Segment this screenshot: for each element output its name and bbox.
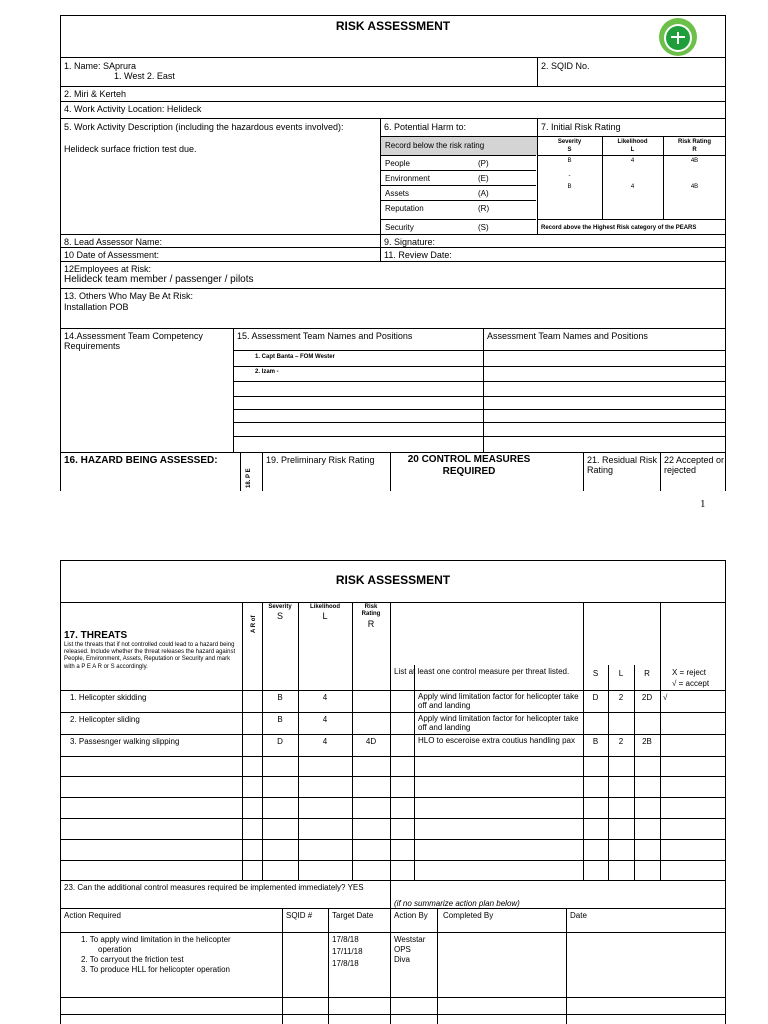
harm-assets: Assets xyxy=(385,189,410,198)
employees-at-risk-value: Helideck team member / passenger / pilots xyxy=(64,274,254,285)
action-required-header: Action Required xyxy=(64,911,121,920)
action-by-1: Weststar xyxy=(394,935,426,944)
action-by-2: OPS xyxy=(394,945,411,954)
pear-label-p1: 18. P E xyxy=(246,468,252,488)
page-number: 1 xyxy=(700,498,706,510)
record-above-note: Record above the Highest Risk category of the PEARS xyxy=(541,225,697,231)
likelihood-small-label: Likelihood xyxy=(310,604,340,610)
hazard-assessed-label: 16. HAZARD BEING ASSESSED: xyxy=(64,455,218,466)
threat-severity: B xyxy=(277,693,283,702)
employees-at-risk-label: 12Employees at Risk: xyxy=(64,264,152,274)
action-by-3: Diva xyxy=(394,955,411,964)
risk-rating-header: Risk Rating xyxy=(677,139,711,145)
risk-small-label: Risk Rating xyxy=(361,604,381,617)
harm-environment-code: (E) xyxy=(478,174,489,183)
work-description-label: 5. Work Activity Description (including the hazardous events involved): xyxy=(64,122,344,132)
potential-harm-label: 6. Potential Harm to: xyxy=(384,122,467,132)
risk-code-label: R xyxy=(367,619,375,629)
severity-code: S xyxy=(567,147,572,153)
residual-s: D xyxy=(592,693,599,702)
competency-label: 14.Assessment Team Competency Requirements xyxy=(64,331,203,352)
lead-assessor-label: 8. Lead Assessor Name: xyxy=(64,237,163,247)
action-item-2: 2. To carryout the friction test xyxy=(81,955,184,964)
team-names-label-2: Assessment Team Names and Positions xyxy=(487,331,648,341)
completed-by-header: Completed By xyxy=(443,911,494,920)
record-below-label: Record below the risk rating xyxy=(385,141,485,150)
rating-s-2: - xyxy=(568,173,571,179)
residual-s-header: S xyxy=(592,669,599,678)
page2-title: RISK ASSESSMENT xyxy=(335,573,451,587)
residual-l: 2 xyxy=(618,737,624,746)
action-by-header: Action By xyxy=(394,911,428,920)
control-measures-label: 20 CONTROL MEASURES REQUIRED xyxy=(407,454,531,477)
severity-small-label: Severity xyxy=(268,604,292,610)
team-member-1: 1. Capt Banta – FOM Wester xyxy=(255,354,335,360)
signature-label: 9. Signature: xyxy=(384,237,436,247)
initial-risk-label: 7. Initial Risk Rating xyxy=(541,122,621,132)
likelihood-header: Likelihood xyxy=(617,139,648,145)
threat-severity: D xyxy=(277,737,283,746)
rating-r-3: 4B xyxy=(690,184,699,190)
date-header: Date xyxy=(570,911,587,920)
sqid-header: SQID # xyxy=(286,911,313,920)
target-date-header: Target Date xyxy=(332,911,374,920)
severity-header: Severity xyxy=(557,139,582,145)
residual-l-header: L xyxy=(618,669,624,678)
team-member-2: 2. Izam - xyxy=(255,369,279,375)
accept-note: √ = accept xyxy=(672,679,710,688)
threat-control: HLO to esceroise extra coutius handling pax xyxy=(418,736,575,745)
assessor-name-field: 1. Name: SAprura xyxy=(64,61,137,71)
threats-title: 17. THREATS xyxy=(64,630,128,641)
action-item-3: 3. To produce HLL for helicopter operation xyxy=(81,965,230,974)
threat-control: Apply wind limitation factor for helicopter take off and landing xyxy=(418,714,579,733)
page1-title: RISK ASSESSMENT xyxy=(335,19,451,33)
target-date-1: 17/8/18 xyxy=(332,935,359,944)
threat-text: 2. Helicopter sliding xyxy=(70,715,140,724)
reject-note: X = reject xyxy=(672,668,707,677)
preliminary-risk-label: 19. Preliminary Risk Rating xyxy=(266,455,375,465)
accepted-mark: √ xyxy=(663,693,668,702)
summarize-note: (if no summarize action plan below) xyxy=(394,899,520,908)
risk-rating-code: R xyxy=(692,147,697,153)
rating-s-1: B xyxy=(567,158,572,164)
threat-likelihood: 4 xyxy=(322,737,328,746)
target-date-2: 17/11/18 xyxy=(332,947,363,956)
rating-l-1: 4 xyxy=(630,158,635,164)
target-date-3: 17/8/18 xyxy=(332,959,359,968)
residual-risk-label: 21. Residual Risk Rating xyxy=(587,455,658,476)
harm-people: People xyxy=(385,159,410,168)
harm-security-code: (S) xyxy=(478,223,489,232)
action-item-1: 1. To apply wind limitation in the helicopter xyxy=(81,935,231,944)
control-intro: List at least one control measure per threat listed. xyxy=(394,667,570,676)
team-names-label: 15. Assessment Team Names and Positions xyxy=(237,331,413,341)
assessment-date-label: 10 Date of Assessment: xyxy=(64,250,160,260)
others-at-risk-label: 13. Others Who May Be At Risk: xyxy=(64,291,194,301)
harm-people-code: (P) xyxy=(478,159,489,168)
others-at-risk-value: Installation POB xyxy=(64,302,129,312)
likelihood-code: L xyxy=(630,147,635,153)
threat-likelihood: 4 xyxy=(322,693,328,702)
severity-code-label: S xyxy=(276,611,283,621)
review-date-label: 11. Review Date: xyxy=(384,250,452,260)
residual-r: 2B xyxy=(642,737,652,746)
threat-severity: B xyxy=(277,715,283,724)
likelihood-code-label: L xyxy=(322,611,328,621)
residual-l: 2 xyxy=(618,693,624,702)
work-description-value: Helideck surface friction test due. xyxy=(64,144,197,154)
action-item-1-cont: operation xyxy=(98,945,132,954)
harm-security: Security xyxy=(385,223,414,232)
residual-r: 2D xyxy=(641,693,653,702)
rating-l-3: 4 xyxy=(630,184,635,190)
harm-environment: Environment xyxy=(385,174,430,183)
residual-r-header: R xyxy=(644,669,650,678)
threat-risk: 4D xyxy=(365,737,377,746)
harm-reputation-code: (R) xyxy=(478,204,490,213)
pear-label-p2: A R of xyxy=(251,615,257,633)
threat-likelihood: 4 xyxy=(322,715,328,724)
harm-assets-code: (A) xyxy=(478,189,489,198)
work-location-field: 4. Work Activity Location: Helideck xyxy=(64,104,202,114)
threats-description: List the threats that if not controlled could lead to a hazard being released. Include whether the threat releases the hazard against People, Environment, Assets, Reputation or Security and mark with a P E A R or S accordingly. xyxy=(64,642,236,670)
sqid-field: 2. SQID No. xyxy=(541,61,590,71)
location-line: 2. Miri & Kerteh xyxy=(64,89,127,99)
harm-reputation: Reputation xyxy=(385,204,424,213)
accepted-label: 22 Accepted or rejected xyxy=(664,455,725,476)
threat-control: Apply wind limitation factor for helicopter take off and landing xyxy=(418,692,579,711)
rating-r-1: 4B xyxy=(690,158,699,164)
rating-s-3: B xyxy=(567,184,572,190)
threat-text: 1. Helicopter skidding xyxy=(70,693,147,702)
residual-s: B xyxy=(592,737,599,746)
implement-question: 23. Can the additional control measures required be implemented immediately? YES xyxy=(64,883,364,892)
threat-text: 3. Passesnger walking slipping xyxy=(70,737,180,746)
assessor-name-sub: 1. West 2. East xyxy=(114,71,175,81)
